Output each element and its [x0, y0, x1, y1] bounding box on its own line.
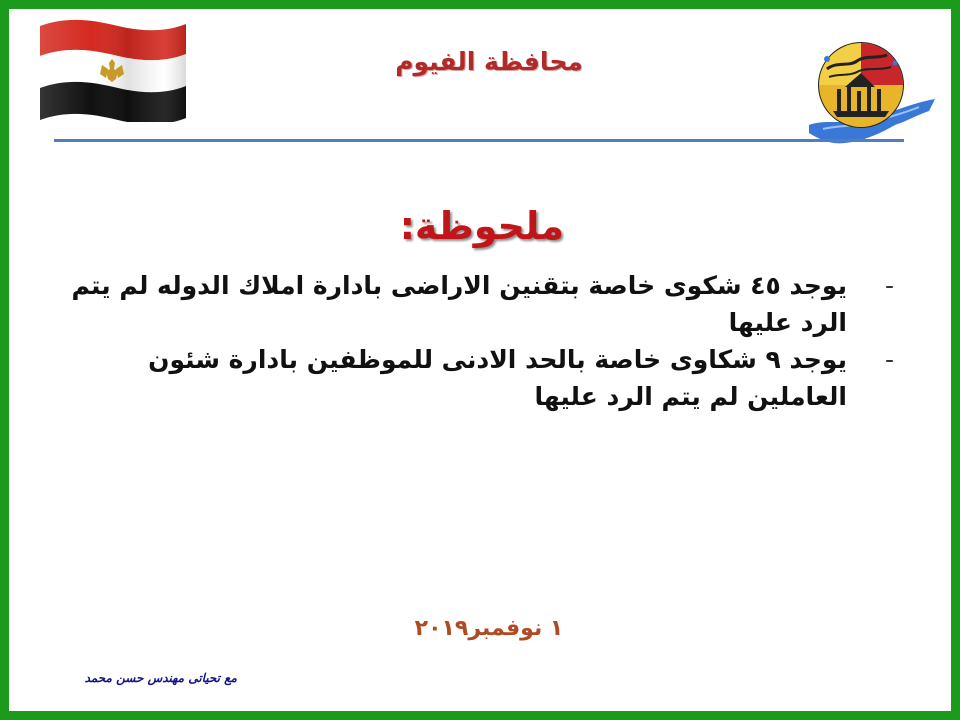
bullet-marker: - [884, 271, 894, 300]
note-list [64, 267, 894, 415]
fayoum-governorate-emblem-icon [805, 29, 941, 149]
slide [9, 9, 951, 711]
egypt-flag-icon [38, 14, 188, 122]
header-divider [54, 139, 904, 142]
list-item-text: يوجد ٤٥ شكوى خاصة بتقنين الاراضى بادارة املاك الدوله لم يتم الرد عليها [71, 271, 847, 337]
list-item [64, 267, 894, 341]
bullet-marker: - [884, 345, 894, 374]
footer-credit: مع تحياتى مهندس حسن محمد [84, 671, 237, 685]
note-heading: ملحوظة: [399, 204, 564, 248]
list-item-text: يوجد ٩ شكاوى خاصة بالحد الادنى للموظفين بادارة شئون العاملين لم يتم الرد عليها [148, 345, 847, 411]
slide-date: ١ نوفمبر٢٠١٩ [414, 616, 564, 641]
list-item [64, 341, 894, 415]
governorate-title: محافظة الفيوم [395, 47, 583, 76]
